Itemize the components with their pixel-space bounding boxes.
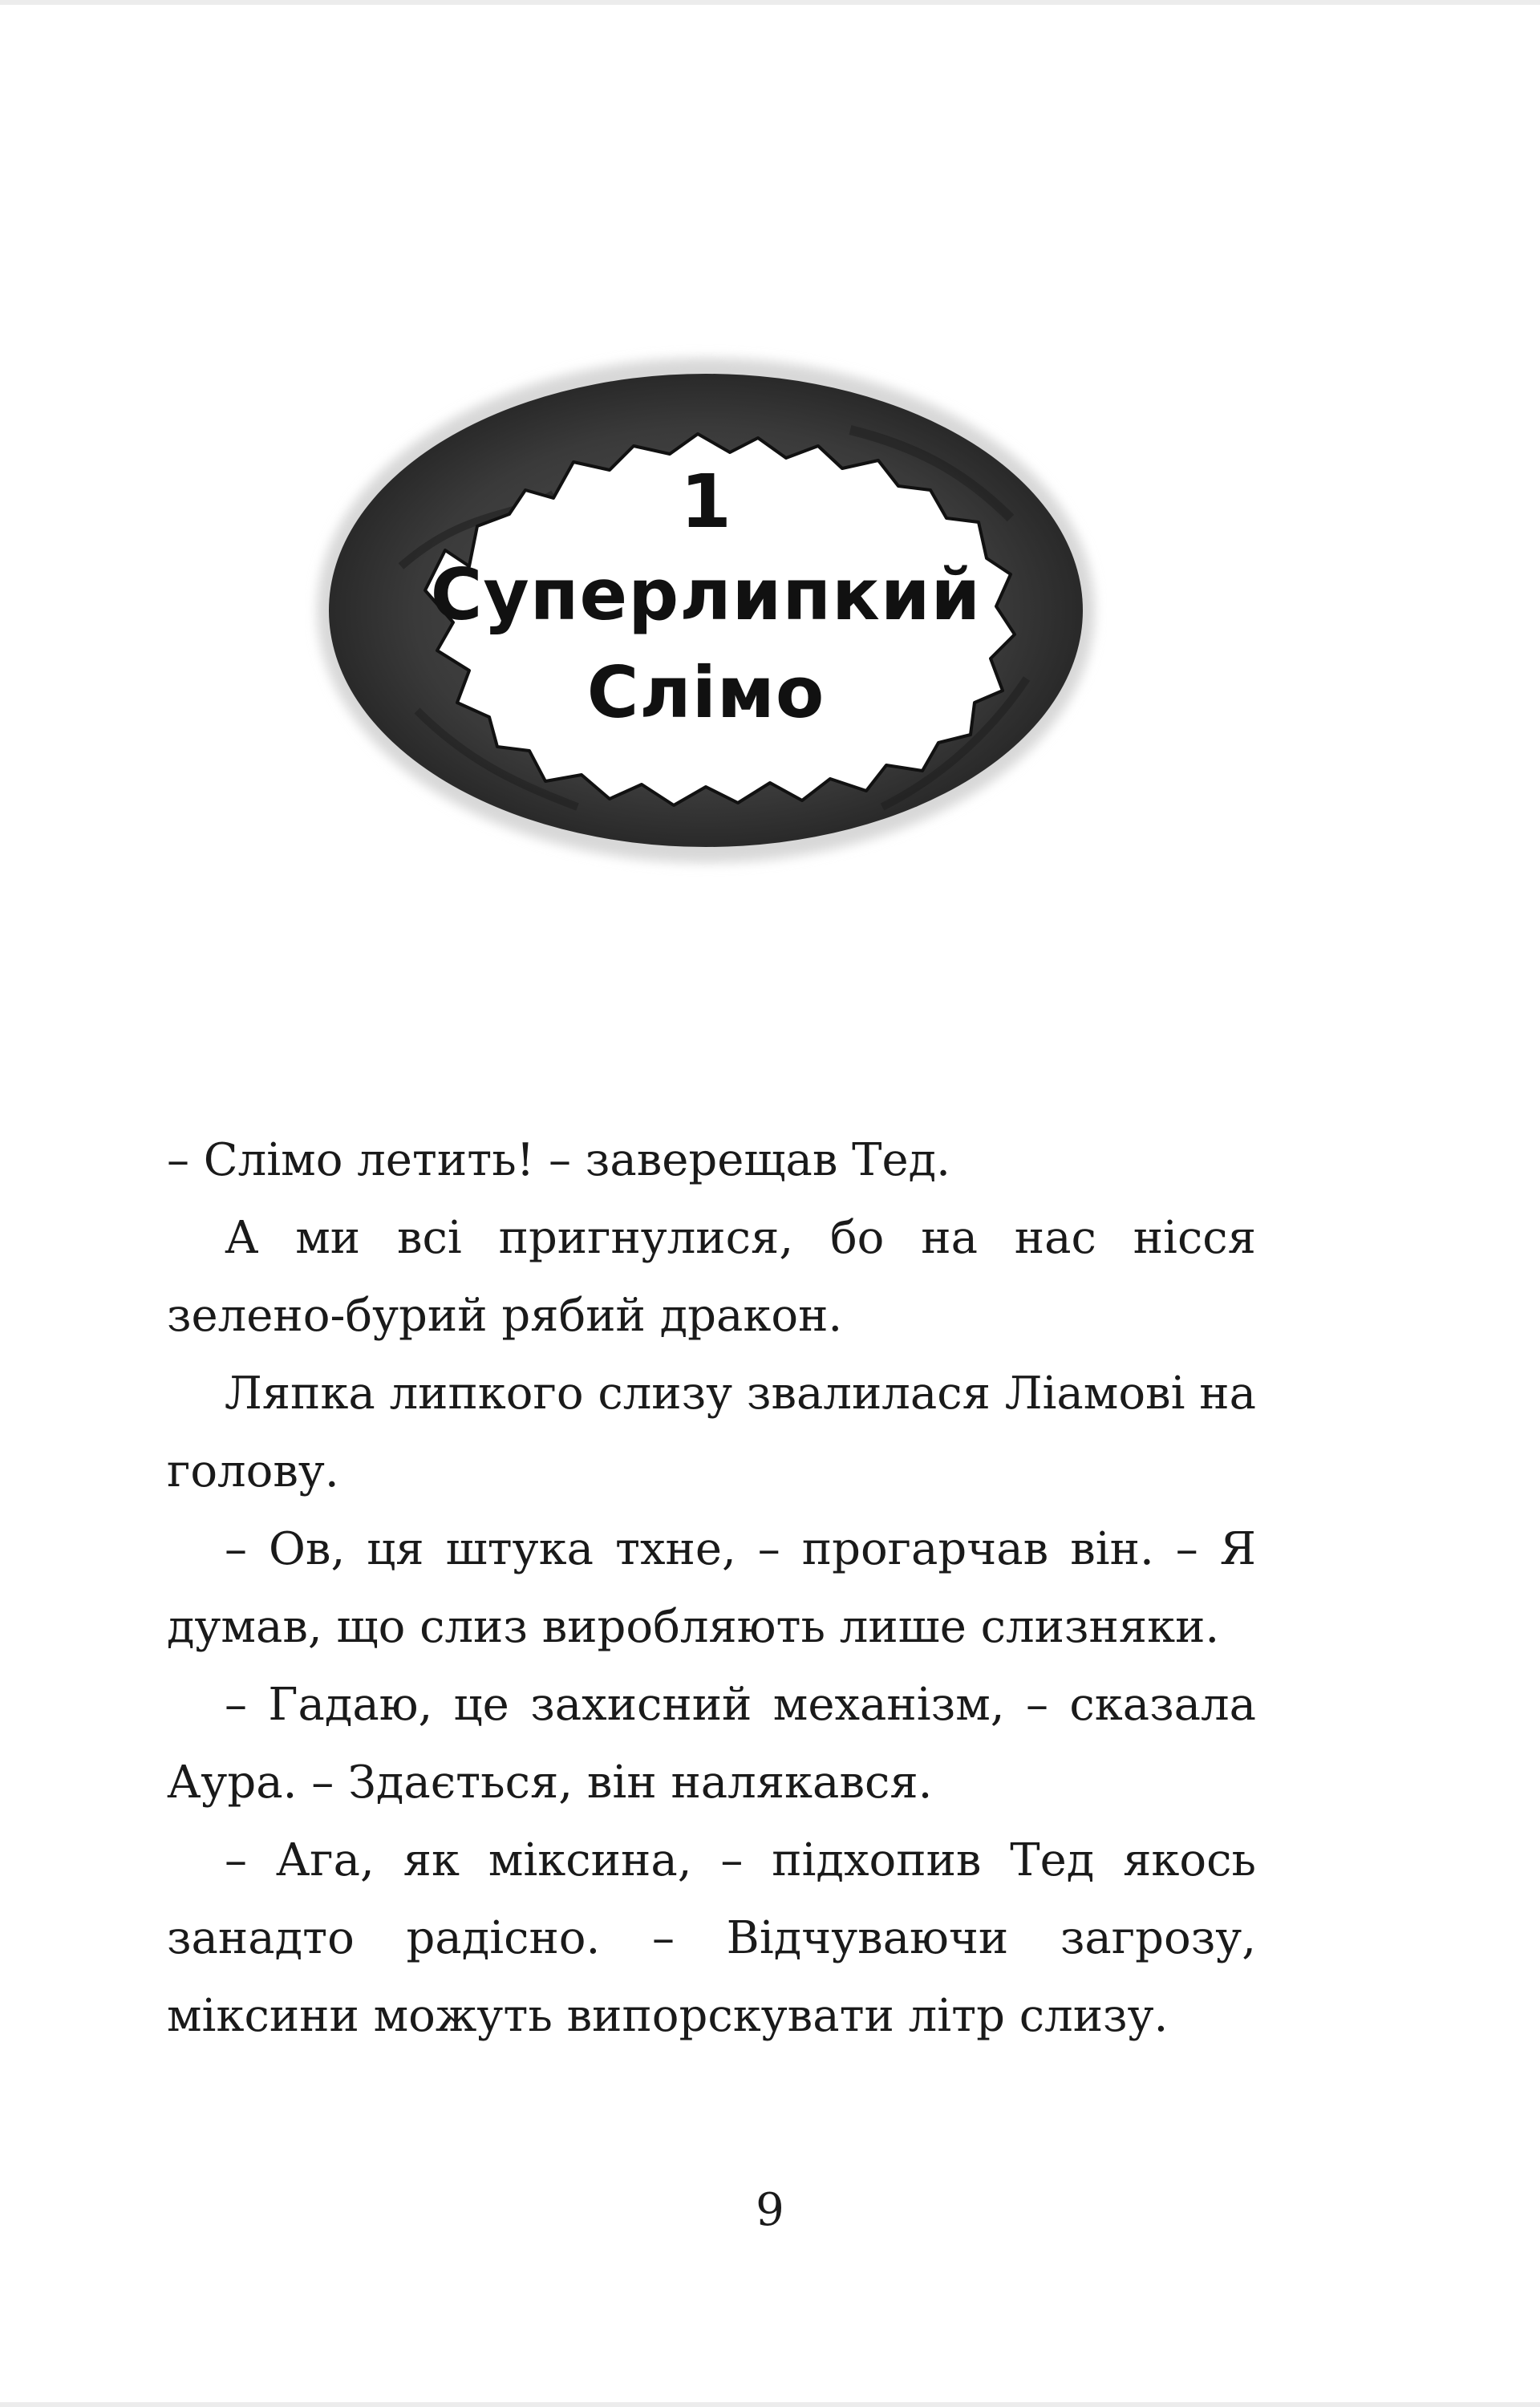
chapter-body [167, 1121, 1256, 2055]
paragraph: А ми всі пригнулися, бо на нас нісся зелено-бурий рябий дракон. [167, 1212, 1256, 1342]
paragraph: – Слімо летить! – заверещав Тед. [167, 1134, 950, 1186]
chapter-heading [305, 326, 1107, 887]
paragraph: – Гадаю, це захисний механізм, – сказала Аура. – Здається, він налякався. [167, 1679, 1256, 1809]
chapter-title-line-2: Слімо [586, 651, 825, 734]
chapter-number: 1 [679, 459, 732, 545]
paragraph: Ляпка липкого слизу звалилася Ліамові на голову. [167, 1368, 1256, 1497]
paragraph: – Ов, ця штука тхне, – прогарчав він. – Я думав, що слиз виробляють лише слизняки. [167, 1523, 1256, 1653]
page-number: 9 [756, 2184, 784, 2236]
chapter-title-line-1: Суперлипкий [430, 553, 982, 636]
paragraph: – Ага, як міксина, – підхопив Тед якось занадто радісно. – Відчуваючи загрозу, міксини можуть випорскувати літр слизу. [167, 1834, 1256, 2042]
chapter-heading-badge [305, 326, 1107, 887]
